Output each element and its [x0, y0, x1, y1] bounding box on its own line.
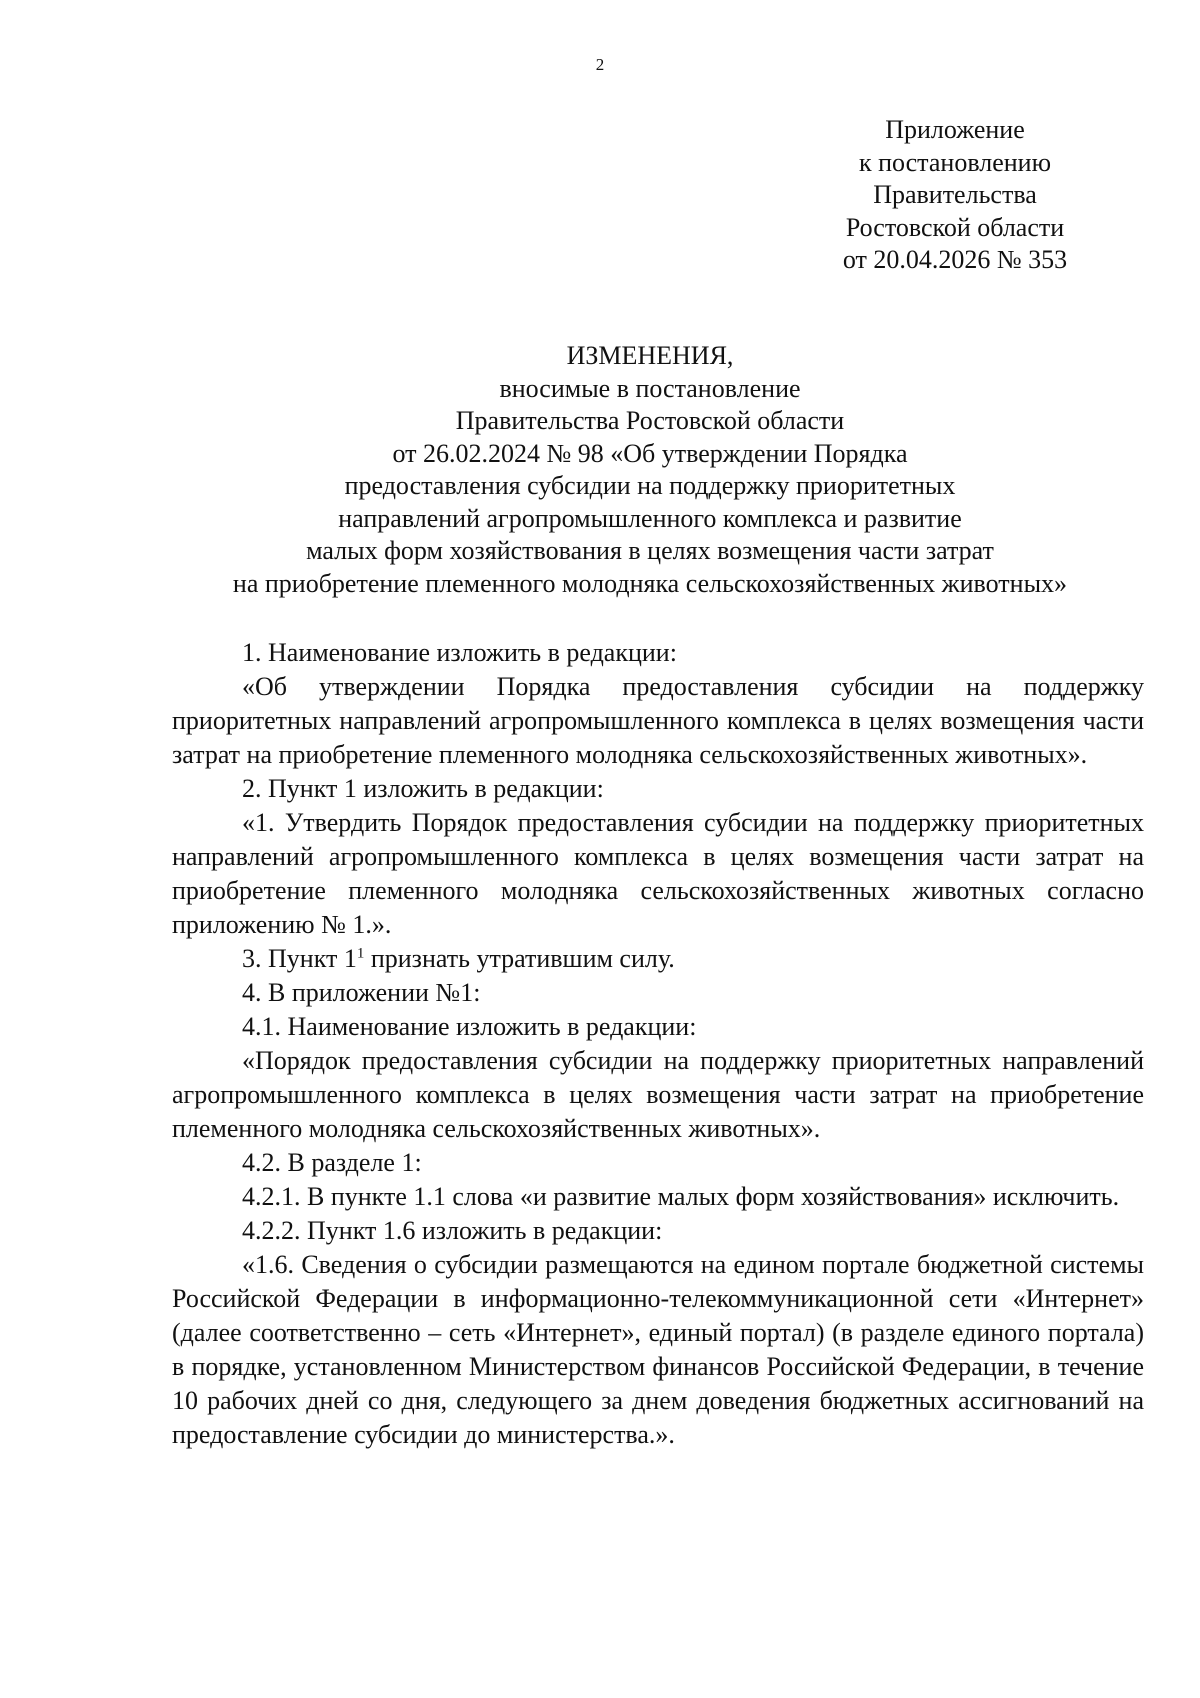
paragraph-4-2-1: 4.2.1. В пункте 1.1 слова «и развитие малых форм хозяйствования» исключить.: [242, 1182, 1120, 1211]
appendix-line: от 20.04.2026 № 353: [842, 245, 1068, 274]
paragraph-3-suffix: признать утратившим силу.: [364, 944, 675, 973]
document-title: [170, 340, 1130, 600]
paragraph-1-text: «Об утверждении Порядка предоставления субсидии на поддержку приоритетных направлений агропромышленного комплекса в целях возмещения части затрат на приобретение племенного молодняка сельскохозяйственных животных».: [172, 672, 1144, 769]
paragraph-4-2-2-text: «1.6. Сведения о субсидии размещаются на едином портале бюджетной системы Российской Федерации в информационно-телекоммуникационной сети «Интернет» (далее соответственно – сеть «Интернет», единый портал) (в разделе единого портала) в порядке, установленном Министерством финансов Российской Федерации, в течение 10 рабочих дней со дня, следующего за днем доведения бюджетных ассигнований на предоставление субсидии до министерства.».: [172, 1250, 1144, 1449]
paragraph-4-1-text: «Порядок предоставления субсидии на поддержку приоритетных направлений агропромышленного комплекса в целях возмещения части затрат на приобретение племенного молодняка сельскохозяйственных животных».: [172, 1046, 1144, 1143]
title-line: от 26.02.2024 № 98 «Об утверждении Порядка: [392, 438, 908, 468]
appendix-line: Приложение: [885, 115, 1025, 144]
title-line: на приобретение племенного молодняка сельскохозяйственных животных»: [232, 568, 1068, 598]
title-line: предоставления субсидии на поддержку приоритетных: [344, 471, 956, 500]
title-line: Правительства Ростовской области: [455, 406, 845, 435]
paragraph-2-text: «1. Утвердить Порядок предоставления субсидии на поддержку приоритетных направлений агропромышленного комплекса в целях возмещения части затрат на приобретение племенного молодняка сельскохозяйственных животных согласно приложению № 1.».: [172, 808, 1144, 939]
document-body: [172, 636, 1144, 1452]
page-number: 2: [595, 55, 605, 74]
paragraph-2: 2. Пункт 1 изложить в редакции:: [242, 774, 604, 803]
paragraph-3-superscript: 1: [356, 945, 365, 962]
paragraph-3: [172, 942, 1144, 976]
appendix-line: Ростовской области: [845, 212, 1065, 242]
appendix-line: Правительства: [873, 180, 1037, 209]
title-line: вносимые в постановление: [499, 373, 801, 403]
paragraph-4-2-2: 4.2.2. Пункт 1.6 изложить в редакции:: [242, 1216, 663, 1245]
appendix-block: [810, 114, 1100, 277]
title-heading: ИЗМЕНЕНИЯ,: [566, 341, 734, 370]
title-line: малых форм хозяйствования в целях возмещения части затрат: [306, 536, 994, 565]
paragraph-1: 1. Наименование изложить в редакции:: [242, 638, 677, 667]
appendix-line: к постановлению: [858, 147, 1052, 177]
title-line: направлений агропромышленного комплекса и развитие: [338, 503, 962, 533]
paragraph-4-2: 4.2. В разделе 1:: [242, 1148, 422, 1177]
paragraph-4: 4. В приложении №1:: [242, 978, 481, 1007]
paragraph-4-1: 4.1. Наименование изложить в редакции:: [242, 1012, 697, 1041]
paragraph-3-prefix: 3. Пункт 1: [242, 944, 357, 973]
